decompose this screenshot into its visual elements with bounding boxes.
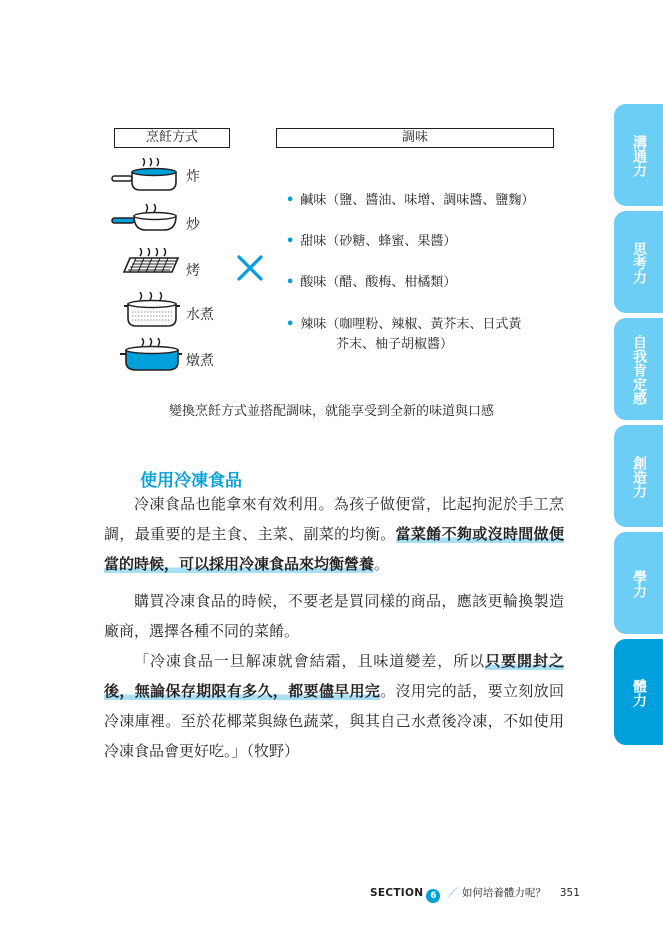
page-footer [370,885,580,903]
method-label: 烤 [186,263,200,279]
paragraph-text: 。 [374,555,390,573]
bullet-icon: • [286,234,295,249]
tab-label: 學力 [631,570,647,598]
highlighted-text: 只要開封之後，無論保存期限有多久，都要儘早用完 [104,652,564,700]
seasoning-text: 甜味（砂糖、蜂蜜、果醬） [300,234,457,249]
divider-slash: ／ [447,887,458,899]
seasoning-sweet [286,231,456,253]
method-label: 炸 [186,169,200,185]
section-label: SECTION [370,887,424,899]
tab-label: 思考力 [631,242,647,284]
highlighted-text: 當菜餚不夠或沒時間做便當的時候，可以採用冷凍食品來均衡營養 [104,525,564,573]
frying-pot-icon [110,158,182,194]
paragraph-1 [104,489,564,579]
method-label: 炒 [186,217,200,233]
paragraph-2: 購買冷凍食品的時候，不要老是買同樣的商品，應該更輪換製造廠商，選擇各種不同的菜餚。 [104,592,564,640]
method-boil [110,292,230,328]
method-grill [110,248,230,284]
chapter-title: 如何培養體力呢？ [461,887,546,899]
paragraph-text: 冷凍食品也能拿來有效利用。為孩子做便當，比起拘泥於手工烹調，最重要的是主食、主菜、副菜的均衡。 [104,495,564,543]
seasoning-sour [286,272,456,294]
seasoning-text: 鹹味（鹽、醬油、味增、調味醬、鹽麴） [300,193,535,208]
frying-pan-icon [110,202,182,238]
bullet-icon: • [286,317,295,332]
method-stir-fry [110,202,230,238]
tab-stamina[interactable] [614,639,663,745]
figure-caption: 變換烹飪方式並搭配調味，就能享受到全新的味道與口感 [168,404,494,419]
method-fry [110,158,230,194]
seasoning-header: 調味 [276,128,554,148]
seasoning-text: 辣味（咖哩粉、辣椒、黃芥末、日式黃 [300,317,522,332]
multiply-icon [236,254,264,282]
method-header: 烹飪方式 [114,128,230,148]
tab-label: 創造力 [631,456,647,498]
tab-label: 溝通力 [631,135,647,177]
boiling-pot-icon [110,292,182,328]
page-number: 351 [559,887,580,899]
method-label: 水煮 [186,307,214,323]
tab-self-esteem[interactable] [614,318,663,420]
seasoning-salty [286,190,534,212]
tab-label: 自我肯定感 [631,335,647,405]
paragraph-text: 。沒用完的話，要立刻放回冷凍庫裡。至於花椰菜與綠色蔬菜，與其自己水煮後冷凍，不如使用冷凍食品會更好吃。」（牧野） [104,682,564,760]
seasoning-spicy [286,314,521,336]
seasoning-text: 芥末、柚子胡椒醬） [336,337,454,352]
tab-creativity[interactable] [614,425,663,527]
bullet-icon: • [286,193,295,208]
bullet-icon: • [286,275,295,290]
section-number-badge: 6 [426,889,440,903]
paragraph-3 [104,646,564,766]
seasoning-text: 酸味（醋、酸梅、柑橘類） [300,275,457,290]
tab-communication[interactable] [614,104,663,206]
paragraph-text: 「冷凍食品一旦解凍就會結霜，且味道變差，所以 [134,652,486,670]
tab-label: 體力 [631,679,647,707]
method-label: 燉煮 [186,353,214,369]
section-heading: 使用冷凍食品 [140,471,242,491]
seasoning-spicy-cont [336,334,453,356]
tab-academic[interactable] [614,532,663,634]
tab-thinking[interactable] [614,211,663,313]
method-stew [110,338,230,374]
grill-icon [110,248,182,284]
stew-pot-icon [110,338,182,374]
